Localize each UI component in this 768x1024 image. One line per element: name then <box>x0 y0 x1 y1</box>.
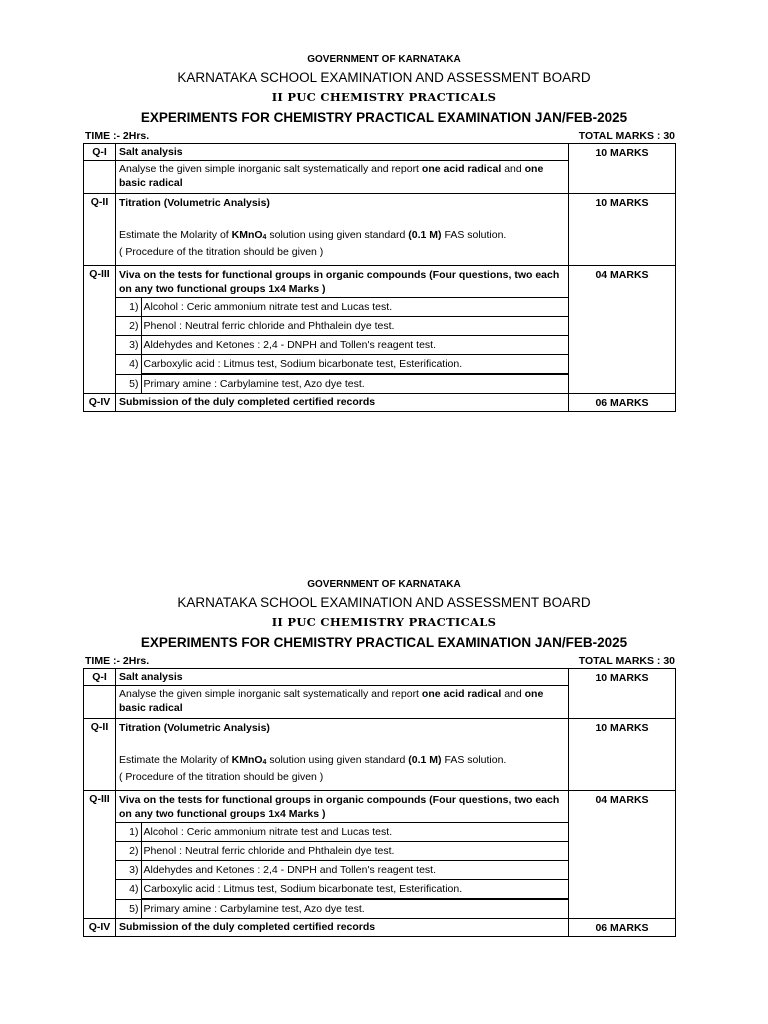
questions-table <box>83 668 676 937</box>
government-heading: GOVERNMENT OF KARNATAKA <box>307 54 461 65</box>
sheet-header <box>0 577 768 654</box>
formula: KMnO$_4$ <box>231 229 267 241</box>
table-row <box>84 791 676 919</box>
exam-meta <box>83 129 675 143</box>
question-number: Q-I <box>84 669 116 686</box>
government-heading: GOVERNMENT OF KARNATAKA <box>307 579 461 590</box>
list-item: 2) Phenol : Neutral ferric chloride and Phthalein dye test. <box>116 317 568 336</box>
question-title: Salt analysis <box>116 144 569 161</box>
functional-group-list <box>116 297 568 393</box>
question-marks: 10 MARKS <box>569 194 676 266</box>
question-note: ( Procedure of the titration should be given ) <box>119 246 324 258</box>
experiments-heading: EXPERIMENTS FOR CHEMISTRY PRACTICAL EXAMINATION JAN/FEB-2025 <box>140 635 628 650</box>
question-number: Q-III <box>84 791 116 919</box>
question-marks: 10 MARKS <box>569 144 676 194</box>
functional-group-list <box>116 822 568 918</box>
question-marks: 04 MARKS <box>569 266 676 394</box>
experiments-heading: EXPERIMENTS FOR CHEMISTRY PRACTICAL EXAMINATION JAN/FEB-2025 <box>140 110 628 125</box>
question-title: Viva on the tests for functional groups in organic compounds (Four questions, two each on any two functional groups 1x4 Marks ) <box>119 794 560 820</box>
time-label: TIME :- 2Hrs. <box>85 655 150 667</box>
question-cell <box>116 791 569 919</box>
table-row <box>84 144 676 161</box>
question-description: Analyse the given simple inorganic salt systematically and report one acid radical and one basic radical <box>116 161 569 194</box>
sheet-header <box>0 52 768 129</box>
question-note: ( Procedure of the titration should be given ) <box>119 771 324 783</box>
question-title: Salt analysis <box>116 669 569 686</box>
exam-sheet-1 <box>0 52 768 412</box>
question-number: Q-II <box>84 194 116 266</box>
total-marks-label: TOTAL MARKS : 30 <box>578 655 675 667</box>
question-number: Q-I <box>84 144 116 161</box>
question-title: Titration (Volumetric Analysis) <box>119 722 270 734</box>
board-heading: KARNATAKA SCHOOL EXAMINATION AND ASSESSMENT BOARD <box>177 595 591 610</box>
question-number: Q-II <box>84 719 116 791</box>
course-heading: II PUC CHEMISTRY PRACTICALS <box>271 615 497 629</box>
question-number: Q-III <box>84 266 116 394</box>
question-title: Viva on the tests for functional groups in organic compounds (Four questions, two each on any two functional groups 1x4 Marks ) <box>119 269 560 295</box>
table-row <box>84 194 676 266</box>
table-row <box>84 669 676 686</box>
question-title: Submission of the duly completed certified records <box>116 394 569 412</box>
list-item: 4) Carboxylic acid : Litmus test, Sodium bicarbonate test, Esterification. <box>116 355 568 375</box>
table-row <box>84 266 676 394</box>
table-row <box>84 919 676 937</box>
exam-sheet-2 <box>0 577 768 937</box>
list-item: 5) Primary amine : Carbylamine test, Azo dye test. <box>116 899 568 918</box>
list-item: 4) Carboxylic acid : Litmus test, Sodium bicarbonate test, Esterification. <box>116 880 568 900</box>
question-marks: 10 MARKS <box>569 669 676 719</box>
question-marks: 06 MARKS <box>569 919 676 937</box>
formula: KMnO$_4$ <box>231 754 267 766</box>
list-item: 2) Phenol : Neutral ferric chloride and Phthalein dye test. <box>116 842 568 861</box>
question-number: Q-IV <box>84 394 116 412</box>
question-number: Q-IV <box>84 919 116 937</box>
question-cell <box>116 719 569 791</box>
question-marks: 04 MARKS <box>569 791 676 919</box>
table-row <box>84 719 676 791</box>
questions-table <box>83 143 676 412</box>
question-description: Estimate the Molarity of KMnO$_4$ solution using given standard (0.1 M) FAS solution. <box>119 229 507 241</box>
question-description: Estimate the Molarity of KMnO$_4$ solution using given standard (0.1 M) FAS solution. <box>119 754 507 766</box>
question-marks: 10 MARKS <box>569 719 676 791</box>
list-item: 1) Alcohol : Ceric ammonium nitrate test and Lucas test. <box>116 823 568 842</box>
list-item: 3) Aldehydes and Ketones : 2,4 - DNPH and Tollen's reagent test. <box>116 861 568 880</box>
total-marks-label: TOTAL MARKS : 30 <box>578 130 675 142</box>
list-item: 5) Primary amine : Carbylamine test, Azo dye test. <box>116 374 568 393</box>
question-marks: 06 MARKS <box>569 394 676 412</box>
question-description: Analyse the given simple inorganic salt systematically and report one acid radical and one basic radical <box>116 686 569 719</box>
question-title: Titration (Volumetric Analysis) <box>119 197 270 209</box>
question-title: Submission of the duly completed certified records <box>116 919 569 937</box>
question-cell <box>116 194 569 266</box>
board-heading: KARNATAKA SCHOOL EXAMINATION AND ASSESSMENT BOARD <box>177 70 591 85</box>
question-cell <box>116 266 569 394</box>
table-row <box>84 394 676 412</box>
time-label: TIME :- 2Hrs. <box>85 130 150 142</box>
list-item: 1) Alcohol : Ceric ammonium nitrate test and Lucas test. <box>116 298 568 317</box>
list-item: 3) Aldehydes and Ketones : 2,4 - DNPH and Tollen's reagent test. <box>116 336 568 355</box>
course-heading: II PUC CHEMISTRY PRACTICALS <box>271 90 497 104</box>
exam-meta <box>83 654 675 668</box>
